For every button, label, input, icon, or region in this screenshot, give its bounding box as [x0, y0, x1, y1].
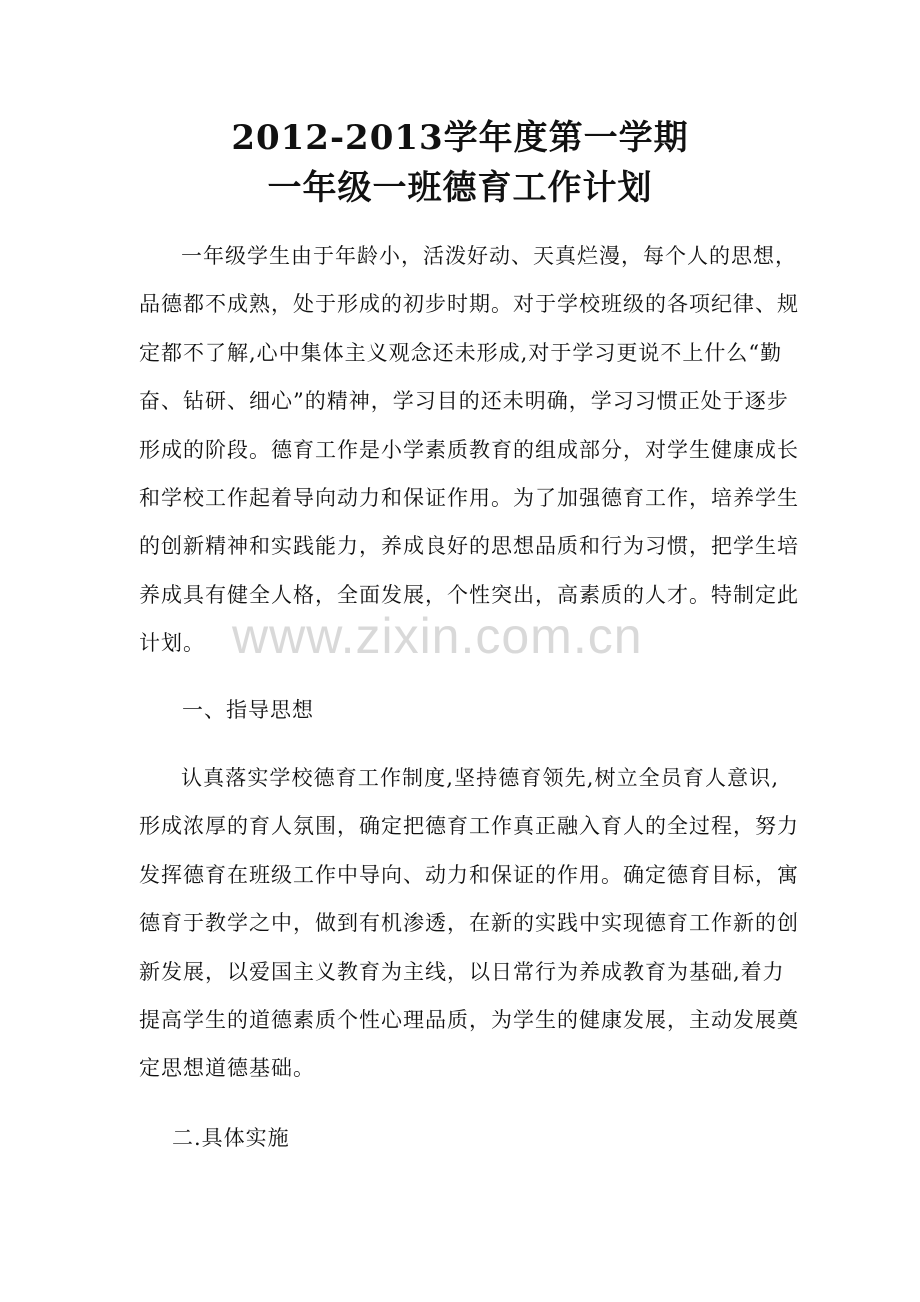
- paragraph-line: 计划。: [139, 631, 205, 656]
- paragraph-line: 新发展，以爱国主义教育为主线，以日常行为养成教育为基础,着力: [139, 959, 785, 984]
- document-title-line2: 一年级一班德育工作计划: [267, 168, 653, 208]
- section1-paragraph: [139, 754, 799, 1093]
- paragraph-line: 发挥德育在班级工作中导向、动力和保证的作用。确定德育目标，寓: [139, 862, 799, 887]
- paragraph-line: 奋、钻研、细心”的精神，学习目的还未明确，学习习惯正处于逐步: [139, 389, 789, 414]
- paragraph-line: 养成具有健全人格，全面发展，个性突出，高素质的人才。特制定此: [139, 582, 799, 607]
- paragraph-line: 定思想道德基础。: [139, 1056, 315, 1081]
- paragraph-line: 认真落实学校德育工作制度,坚持德育领先,树立全员育人意识,: [181, 766, 779, 790]
- paragraph-line: 和学校工作起着导向动力和保证作用。为了加强德育工作，培养学生: [139, 485, 799, 510]
- paragraph-line: 形成的阶段。德育工作是小学素质教育的组成部分，对学生健康成长: [139, 437, 799, 462]
- paragraph-line: 定都不了解,心中集体主义观念还未形成,对于学习更说不上什么“勤: [139, 340, 783, 365]
- section-heading-guiding-ideology: 一、指导思想: [182, 698, 314, 722]
- paragraph-line: 提高学生的道德素质个性心理品质，为学生的健康发展，主动发展奠: [139, 1007, 799, 1032]
- paragraph-line: 形成浓厚的育人氛围，确定把德育工作真正融入育人的全过程，努力: [139, 814, 799, 839]
- document-title-line1: 2012-2013学年度第一学期: [231, 118, 689, 158]
- paragraph-line: 的创新精神和实践能力，养成良好的思想品质和行为习惯，把学生培: [139, 534, 799, 559]
- paragraph-line: 德育于教学之中，做到有机渗透，在新的实践中实现德育工作新的创: [139, 911, 799, 936]
- watermark: www.zixin.com.cn: [232, 608, 643, 664]
- section-heading-implementation: 二.具体实施: [172, 1126, 290, 1150]
- paragraph-line: 一年级学生由于年龄小，活泼好动、天真烂漫，每个人的思想，: [181, 244, 797, 268]
- intro-paragraph: [139, 232, 799, 668]
- paragraph-line: 品德都不成熟，处于形成的初步时期。对于学校班级的各项纪律、规: [139, 292, 799, 317]
